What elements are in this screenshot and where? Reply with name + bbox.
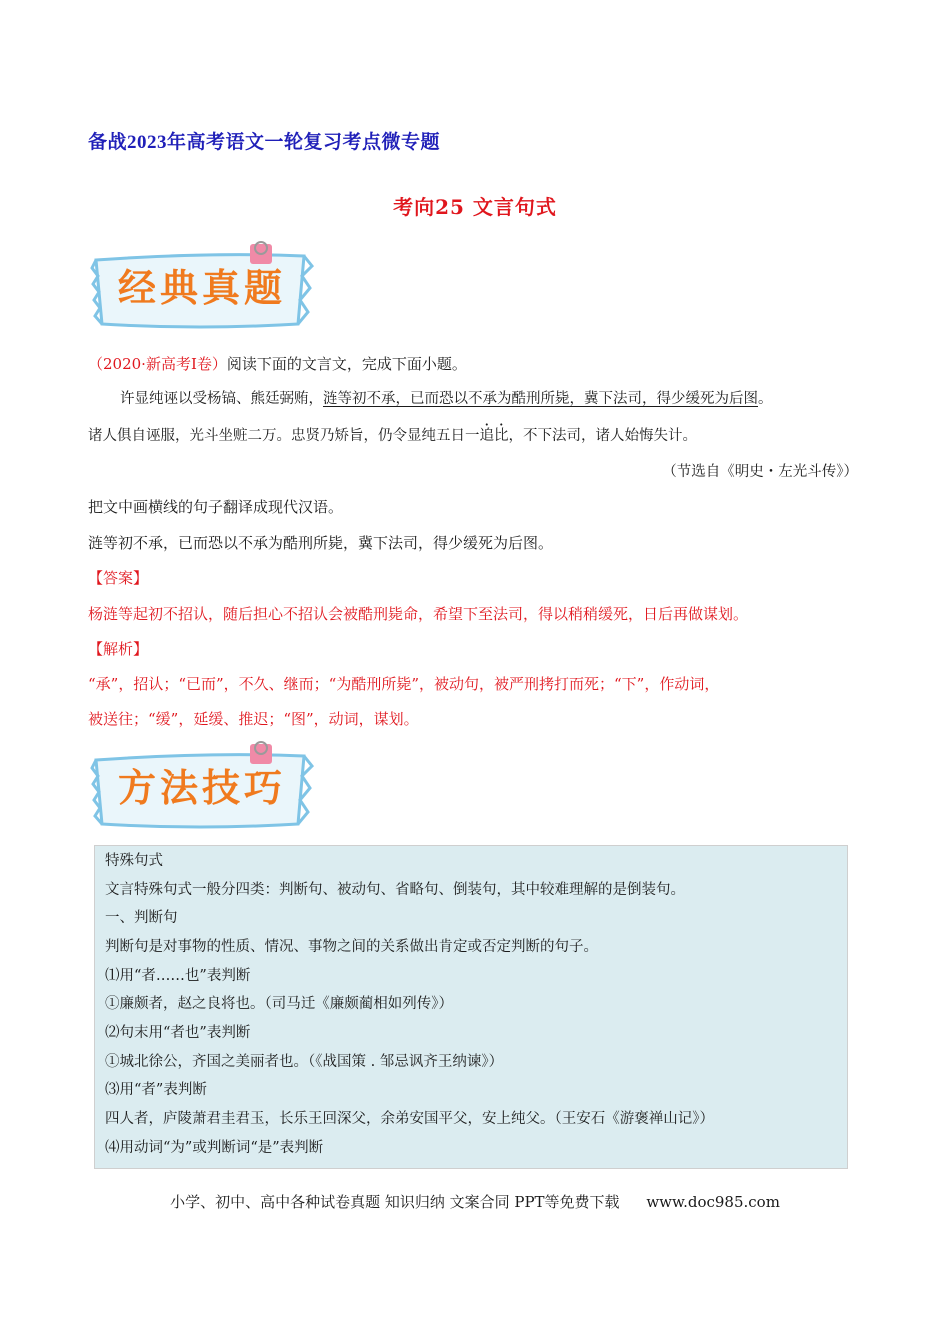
analysis-line-1: “承”，招认；“已而”，不久、继而；“为酷刑所毙”，被动句，被严刑拷打而死；“下”，作动词， <box>88 675 720 693</box>
box-line: 四人者，庐陵萧君圭君玉，长乐王回深父，余弟安国平父，安上纯父。（王安石《游褒禅山记》） <box>105 1111 714 1127</box>
method-box <box>94 845 848 1169</box>
question-source: （2020·新高考Ⅰ卷） <box>88 355 227 373</box>
box-line: ⑷用动词“为”或判断词“是”表判断 <box>105 1140 324 1156</box>
translation-instruction: 把文中画横线的句子翻译成现代汉语。 <box>88 498 344 516</box>
box-line: 一、判断句 <box>105 910 178 926</box>
box-line: ⑴用“者……也”表判断 <box>105 968 251 984</box>
box-line: 文言特殊句式一般分四类：判断句、被动句、省略句、倒装句，其中较难理解的是倒装句。 <box>105 882 685 898</box>
passage-text: 诸人俱自诬服，光斗坐赃二万。忠贤乃矫旨，仍令显纯五日一 <box>88 428 480 444</box>
emphasis-char: 比 <box>494 428 509 444</box>
footer-text: 小学、初中、高中各种试卷真题 知识归纳 文案合同 PPT等免费下载 <box>170 1193 620 1211</box>
passage-text: 。 <box>758 391 773 407</box>
box-line: ⑵句末用“者也”表判断 <box>105 1025 251 1041</box>
box-line: ①城北徐公，齐国之美丽者也。（《战国策 . 邹忌讽齐王纳谏》） <box>105 1054 504 1070</box>
banner-label: 方法技巧 <box>118 766 287 810</box>
banner-classic-questions <box>90 240 330 335</box>
series-title: 备战2023年高考语文一轮复习考点微专题 <box>88 132 441 153</box>
emphasis-char: 追 <box>479 428 494 444</box>
box-line: ①廉颇者，赵之良将也。（司马迁《廉颇蔺相如列传》） <box>105 996 453 1012</box>
footer <box>0 1191 950 1212</box>
box-line: ⑶用“者”表判断 <box>105 1082 207 1098</box>
question-intro <box>88 354 467 374</box>
box-line: 判断句是对事物的性质、情况、事物之间的关系做出肯定或否定判断的句子。 <box>105 939 598 955</box>
passage-text: 许显纯诬以受杨镐、熊廷弼贿， <box>120 391 323 407</box>
footer-url[interactable]: www.doc985.com <box>646 1193 780 1211</box>
topic-title: 考向25 文言句式 <box>393 195 557 219</box>
passage-text: ，不下法司，诸人始悔失计。 <box>508 428 697 444</box>
box-line: 特殊句式 <box>105 853 163 869</box>
banner-method-tips <box>90 740 330 835</box>
passage-citation: （节选自《明史・左光斗传》） <box>662 464 858 480</box>
underlined-sentence: 涟等初不承，已而恐以不承为酷刑所毙，冀下法司，得少缓死为后图 <box>323 391 758 407</box>
analysis-line-2: 被送往；“缓”，延缓、推迟；“图”，动词，谋划。 <box>88 710 419 728</box>
question-prompt: 阅读下面的文言文，完成下面小题。 <box>226 355 467 373</box>
target-sentence: 涟等初不承，已而恐以不承为酷刑所毙，冀下法司，得少缓死为后图。 <box>88 534 554 552</box>
banner-label: 经典真题 <box>118 266 287 310</box>
passage-line-2 <box>88 426 697 446</box>
analysis-heading: 【解析】 <box>88 640 149 658</box>
answer-text: 杨涟等起初不招认，随后担心不招认会被酷刑毙命，希望下至法司，得以稍稍缓死，日后再做谋划。 <box>88 605 749 623</box>
answer-heading: 【答案】 <box>88 569 149 587</box>
passage-line-1 <box>120 389 773 409</box>
